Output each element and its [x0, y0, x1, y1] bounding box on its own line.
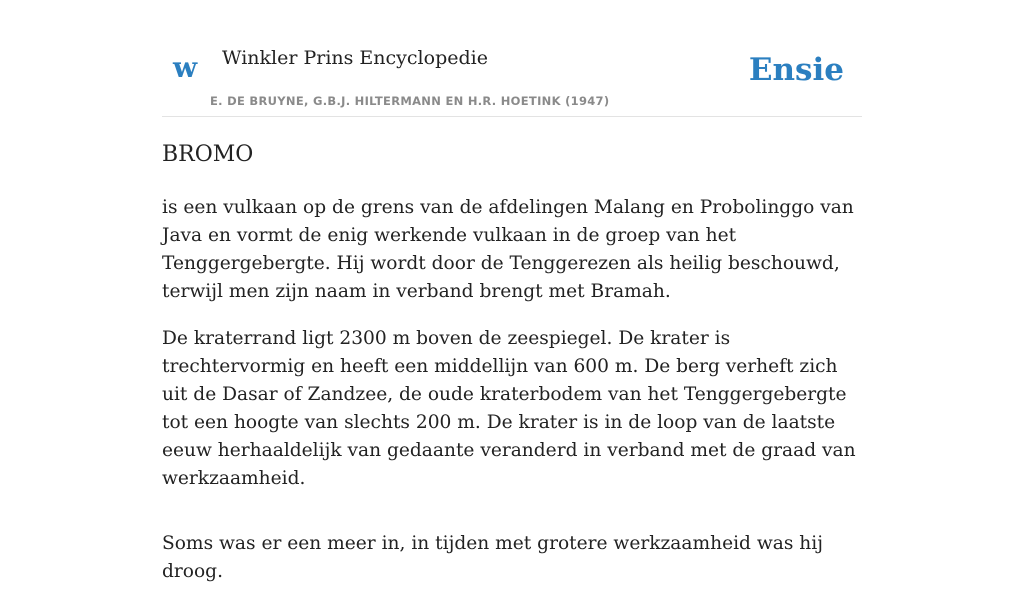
book-authors: E. DE BRUYNE, G.B.J. HILTERMANN EN H.R. HOETINK (1947) — [210, 94, 610, 108]
site-logo[interactable]: Ensie — [748, 52, 844, 88]
page-header — [162, 0, 862, 117]
article-paragraph: De kraterrand ligt 2300 m boven de zeespiegel. De krater is trechtervormig en heeft een middellijn van 600 m. De berg verheft zich uit de Dasar of Zandzee, de oude kraterbodem van het Tenggergebergte tot een hoogte van slechts 200 m. De krater is in de loop van de laatste eeuw herhaaldelijk van gedaante veranderd in verband met de graad van werkzaamheid. — [162, 328, 856, 489]
article-paragraph: Soms was er een meer in, in tijden met grotere werkzaamheid was hij droog. — [162, 533, 823, 582]
article — [162, 138, 862, 605]
article-paragraph: is een vulkaan op de grens van de afdelingen Malang en Probolinggo van Java en vormt de enig werkende vulkaan in de groep van het Tenggergebergte. Hij wordt door de Tenggerezen als heilig beschouwd, terwijl men zijn naam in verband brengt met Bramah. — [162, 197, 854, 302]
entry-title: BROMO — [162, 142, 254, 167]
publication-logo[interactable]: w — [173, 51, 198, 84]
book-title: Winkler Prins Encyclopedie — [222, 47, 488, 69]
